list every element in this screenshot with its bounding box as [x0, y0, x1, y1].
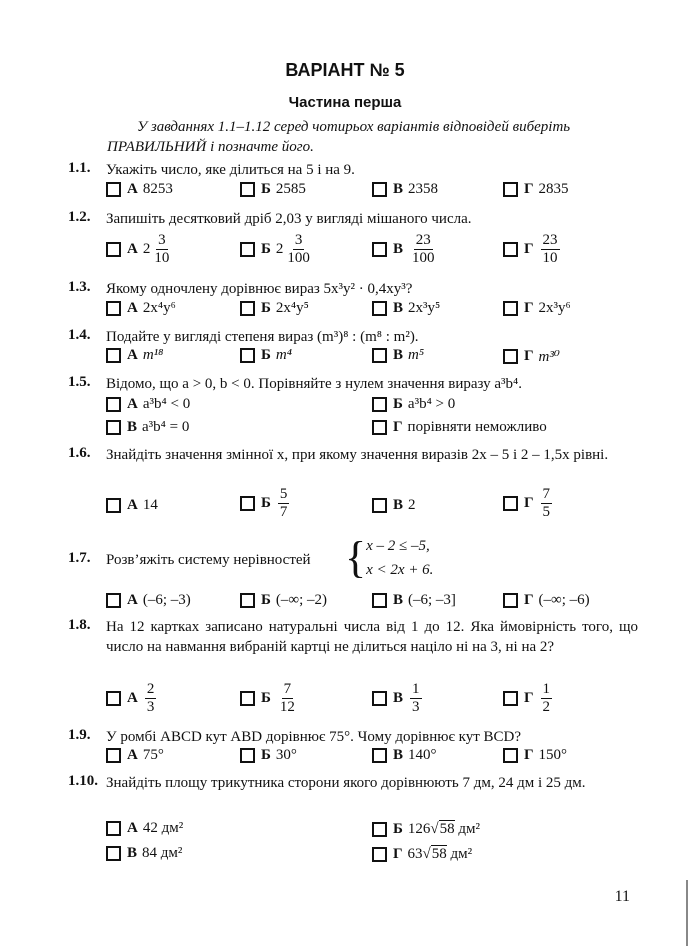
option-value: 42 дм² [142, 820, 184, 836]
numerator: 23 [542, 232, 558, 248]
radicand: 58 [431, 846, 447, 862]
checkbox[interactable] [372, 182, 387, 197]
option-1-1-c[interactable] [372, 181, 438, 198]
option-value: 2585 [275, 181, 306, 197]
checkbox[interactable] [503, 301, 518, 316]
option-1-2-b[interactable] [240, 232, 312, 267]
option-letter: А [127, 300, 138, 316]
option-letter: Б [261, 690, 271, 706]
option-value: 2x⁴y⁵ [275, 300, 309, 316]
question-number: 1.1. [68, 160, 91, 176]
checkbox[interactable] [106, 348, 121, 363]
checkbox[interactable] [106, 420, 121, 435]
option-1-2-d[interactable] [503, 232, 560, 267]
numerator: 5 [279, 486, 288, 502]
checkbox[interactable] [106, 748, 121, 763]
option-1-9-a[interactable] [106, 747, 164, 764]
option-letter: А [127, 820, 138, 836]
checkbox[interactable] [240, 182, 255, 197]
option-value: 8253 [142, 181, 173, 197]
option-letter: В [393, 300, 404, 316]
checkbox[interactable] [503, 496, 518, 511]
option-1-8-b[interactable] [240, 681, 297, 716]
checkbox[interactable] [106, 691, 121, 706]
option-1-9-b[interactable] [240, 747, 297, 764]
denominator: 2 [542, 699, 551, 715]
fraction [410, 681, 422, 716]
option-letter: Г [524, 181, 534, 197]
option-1-3-a[interactable] [106, 300, 176, 317]
option-1-3-d[interactable] [503, 300, 571, 317]
option-1-5-a[interactable] [106, 396, 190, 413]
option-value: a³b⁴ < 0 [142, 396, 191, 412]
question-text: У ромбі ABCD кут ABD дорівнює 75°. Чому дорівнює кут BCD? [106, 729, 522, 745]
option-1-2-c[interactable] [372, 232, 437, 267]
unit: дм² [454, 820, 481, 837]
option-value: a³b⁴ = 0 [142, 419, 190, 435]
checkbox[interactable] [240, 301, 255, 316]
question-text: Подайте у вигляді степеня вираз (m³)⁸ : (m⁸ : m²). [106, 329, 419, 345]
option-value: порівняти неможливо [407, 419, 547, 435]
page-number: 11 [614, 888, 630, 905]
option-1-4-b[interactable] [240, 347, 292, 364]
question-text: Розв’яжіть систему нерівностей [106, 552, 311, 568]
question-text: Якому одночлену дорівнює вираз 5x³y² · 0,4xy³? [106, 281, 413, 297]
brace-symbol: { [345, 533, 367, 582]
option-value: m³⁰ [538, 349, 560, 365]
option-1-8-a[interactable] [106, 681, 156, 716]
coefficient: 126 [407, 820, 431, 837]
option-1-7-c[interactable] [372, 592, 456, 609]
checkbox[interactable] [240, 748, 255, 763]
option-1-7-a[interactable] [106, 592, 191, 609]
option-value: 2x³y⁶ [538, 300, 571, 316]
option-letter: Г [524, 592, 534, 608]
option-letter: А [127, 181, 138, 197]
option-1-6-b[interactable] [240, 486, 289, 521]
denominator: 3 [146, 699, 155, 715]
checkbox[interactable] [106, 242, 121, 257]
question-number: 1.10. [68, 773, 98, 789]
option-letter: В [393, 592, 404, 608]
fraction [278, 486, 290, 521]
option-letter: А [127, 497, 138, 513]
question-number: 1.6. [68, 445, 91, 461]
checkbox[interactable] [106, 301, 121, 316]
option-letter: Г [524, 241, 534, 257]
fraction [541, 232, 560, 267]
checkbox[interactable] [240, 348, 255, 363]
option-letter: Г [393, 419, 403, 435]
fraction [410, 232, 437, 267]
option-value: 75° [142, 747, 164, 763]
option-1-6-a[interactable] [106, 497, 158, 514]
option-letter: Г [393, 845, 403, 862]
sqrt-icon: √ [422, 845, 431, 862]
option-letter: Г [524, 690, 534, 706]
option-letter: А [127, 690, 138, 706]
question-text: Запишіть десятковий дріб 2,03 у вигляді мішаного числа. [106, 211, 472, 227]
denominator: 3 [412, 699, 420, 715]
question-number: 1.5. [68, 374, 91, 390]
instruction-text: У завданнях 1.1–1.12 серед чотирьох варіантів відповідей виберіть ПРАВИЛЬНИЙ і позначте його. [107, 119, 571, 155]
checkbox[interactable] [240, 593, 255, 608]
option-1-3-b[interactable] [240, 300, 309, 317]
option-letter: В [393, 347, 404, 363]
option-value: (–∞; –6) [538, 592, 590, 608]
option-letter: А [127, 241, 138, 257]
question-text: На 12 картках записано натуральні числа від 1 до 12. Яка ймовірність того, що число на навмання вибраній картці не ділиться націло ні на 3, ні на 2? [106, 619, 638, 655]
question-number: 1.8. [68, 617, 91, 633]
denominator: 100 [412, 250, 435, 266]
option-value: 2358 [408, 181, 439, 197]
option-letter: Б [261, 592, 271, 608]
denominator: 12 [279, 699, 295, 715]
option-1-10-d[interactable] [372, 845, 472, 863]
option-1-2-a[interactable] [106, 232, 171, 267]
checkbox[interactable] [106, 821, 121, 836]
option-letter: В [393, 747, 404, 763]
option-letter: Б [261, 347, 271, 363]
option-1-5-b[interactable] [372, 396, 455, 413]
option-letter: Б [261, 747, 271, 763]
checkbox[interactable] [372, 748, 387, 763]
question-number: 1.9. [68, 727, 91, 743]
option-letter: Г [524, 495, 534, 511]
denominator: 10 [542, 250, 558, 266]
option-letter: А [127, 347, 138, 363]
numerator: 1 [412, 681, 420, 697]
option-letter: В [393, 690, 404, 706]
option-1-6-d[interactable] [503, 486, 552, 521]
option-value: a³b⁴ > 0 [407, 396, 456, 412]
denominator: 100 [287, 250, 310, 266]
whole-part: 2 [142, 241, 151, 257]
inequality-line: x < 2x + 6. [366, 562, 434, 578]
option-value: 2835 [538, 181, 569, 197]
option-letter: Г [524, 348, 534, 364]
checkbox[interactable] [240, 242, 255, 257]
option-value: 2x³y⁵ [408, 300, 441, 316]
option-letter: Б [261, 181, 271, 197]
checkbox[interactable] [503, 242, 518, 257]
option-1-4-a[interactable] [106, 347, 163, 364]
numerator: 1 [542, 681, 551, 697]
numerator: 7 [542, 486, 551, 502]
option-value: (–6; –3) [142, 592, 191, 608]
unit: дм² [446, 845, 473, 862]
option-value: 84 дм² [142, 845, 183, 861]
option-value: m⁴ [275, 347, 292, 363]
denominator: 7 [279, 504, 288, 520]
inequality-line: x – 2 ≤ –5, [366, 538, 430, 554]
checkbox[interactable] [106, 498, 121, 513]
option-letter: Б [261, 241, 271, 257]
numerator: 7 [283, 681, 292, 697]
option-1-7-d[interactable] [503, 592, 590, 609]
question-text: Відомо, що a > 0, b < 0. Порівняйте з нулем значення виразу a³b⁴. [106, 376, 522, 392]
question-number: 1.4. [68, 327, 91, 343]
question-number: 1.7. [68, 550, 91, 566]
checkbox[interactable] [372, 348, 387, 363]
question-text: Знайдіть значення змінної x, при якому значення виразів 2x – 5 і 2 – 1,5x рівні. [106, 447, 609, 463]
checkbox[interactable] [106, 593, 121, 608]
option-letter: В [393, 497, 404, 513]
option-value: (–6; –3] [408, 592, 456, 608]
option-letter: А [127, 747, 138, 763]
option-letter: Г [524, 747, 534, 763]
option-letter: В [127, 419, 138, 435]
numerator: 3 [158, 232, 166, 248]
section-subtitle: Частина перша [288, 94, 402, 111]
checkbox[interactable] [106, 182, 121, 197]
numerator: 3 [294, 232, 303, 248]
checkbox[interactable] [106, 846, 121, 861]
option-1-1-d[interactable] [503, 181, 569, 198]
option-letter: В [127, 845, 138, 861]
checkbox[interactable] [503, 182, 518, 197]
fraction [541, 486, 553, 521]
option-1-10-a[interactable] [106, 820, 183, 837]
option-1-5-d[interactable] [372, 419, 547, 436]
scan-edge-line [686, 880, 688, 946]
option-letter: В [393, 181, 404, 197]
option-value: 30° [275, 747, 297, 763]
option-letter: А [127, 592, 138, 608]
option-value: (–∞; –2) [275, 592, 328, 608]
whole-part: 2 [275, 241, 284, 257]
question-number: 1.3. [68, 279, 91, 295]
fraction [541, 681, 553, 716]
checkbox[interactable] [372, 498, 387, 513]
option-value: 2 [408, 497, 416, 513]
checkbox[interactable] [372, 593, 387, 608]
fraction [152, 232, 171, 267]
fraction [285, 232, 312, 267]
checkbox[interactable] [372, 301, 387, 316]
question-text: Укажіть число, яке ділиться на 5 і на 9. [106, 162, 355, 178]
option-1-1-a[interactable] [106, 181, 173, 198]
option-1-4-d[interactable] [503, 347, 560, 366]
option-value: 2x⁴y⁶ [142, 300, 176, 316]
page-title: ВАРІАНТ № 5 [285, 60, 405, 80]
checkbox[interactable] [503, 349, 518, 364]
numerator: 2 [146, 681, 155, 697]
option-letter: Б [393, 820, 403, 837]
option-1-3-c[interactable] [372, 300, 440, 317]
sqrt-icon: √ [430, 820, 439, 837]
option-1-7-b[interactable] [240, 592, 327, 609]
fraction [145, 681, 157, 716]
checkbox[interactable] [240, 691, 255, 706]
coefficient: 63 [407, 845, 423, 862]
radicand: 58 [439, 821, 455, 837]
option-letter: А [127, 396, 138, 412]
inequality-system [345, 534, 433, 582]
checkbox[interactable] [106, 397, 121, 412]
checkbox[interactable] [372, 822, 387, 837]
checkbox[interactable] [503, 691, 518, 706]
option-value: 150° [538, 747, 568, 763]
checkbox[interactable] [372, 847, 387, 862]
checkbox[interactable] [372, 397, 387, 412]
option-1-10-c[interactable] [106, 845, 182, 862]
option-1-8-c[interactable] [372, 681, 422, 716]
option-1-8-d[interactable] [503, 681, 552, 716]
option-letter: Б [261, 495, 271, 511]
checkbox[interactable] [372, 242, 387, 257]
option-1-6-c[interactable] [372, 497, 416, 514]
checkbox[interactable] [372, 420, 387, 435]
option-letter: В [393, 241, 404, 257]
checkbox[interactable] [240, 496, 255, 511]
option-1-4-c[interactable] [372, 347, 424, 364]
checkbox[interactable] [503, 593, 518, 608]
question-number: 1.2. [68, 209, 91, 225]
option-1-1-b[interactable] [240, 181, 306, 198]
option-1-9-d[interactable] [503, 747, 567, 764]
option-1-9-c[interactable] [372, 747, 437, 764]
option-value: 140° [408, 747, 437, 763]
option-1-10-b[interactable] [372, 820, 480, 838]
option-value: m¹⁸ [142, 347, 164, 363]
checkbox[interactable] [503, 748, 518, 763]
fraction [278, 681, 297, 716]
numerator: 23 [415, 232, 431, 248]
option-value: m⁵ [408, 347, 425, 363]
option-letter: Г [524, 300, 534, 316]
option-value: 14 [142, 497, 158, 513]
option-letter: Б [393, 396, 403, 412]
checkbox[interactable] [372, 691, 387, 706]
question-text: Знайдіть площу трикутника сторони якого дорівнюють 7 дм, 24 дм і 25 дм. [106, 775, 586, 791]
denominator: 5 [542, 504, 551, 520]
option-letter: Б [261, 300, 271, 316]
option-1-5-c[interactable] [106, 419, 189, 436]
denominator: 10 [154, 250, 170, 266]
